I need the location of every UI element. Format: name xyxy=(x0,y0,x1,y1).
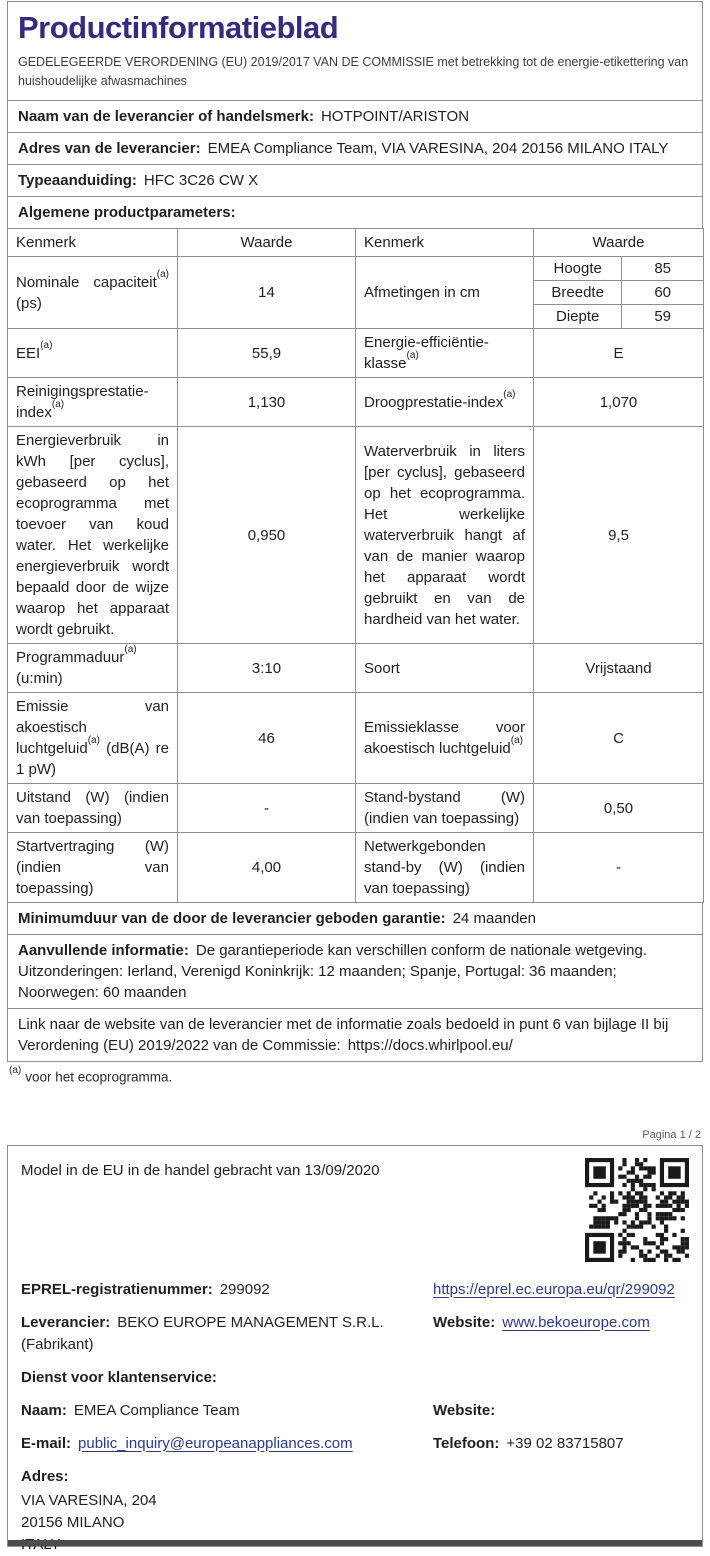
general-parameters-heading: Algemene productparameters: xyxy=(18,204,236,221)
supplier-website-link[interactable]: www.bekoeurope.com xyxy=(502,1313,650,1331)
service-website-label: Website: xyxy=(433,1401,496,1419)
supplier-value: BEKO EUROPE MANAGEMENT S.R.L. (Fabrikant) xyxy=(21,1313,384,1353)
row-eei xyxy=(8,329,704,378)
row-uitstand-standby xyxy=(8,784,704,833)
param-value: 3:10 xyxy=(178,644,356,693)
website-label: Website: xyxy=(433,1313,496,1331)
customer-service-heading: Dienst voor klantenservice: xyxy=(21,1368,217,1386)
param-label: Nominale capaciteit$^{(a)}$ (ps) xyxy=(8,257,178,329)
footnote-ecoprogramma xyxy=(9,1065,701,1085)
param-value: 46 xyxy=(178,693,356,784)
email-label: E-mail: xyxy=(21,1434,72,1452)
dimensions-subtable-cell xyxy=(534,257,704,329)
address-heading-row xyxy=(21,1466,689,1488)
model-market-date: Model in de EU in de handel gebracht van 13/09/2020 xyxy=(21,1161,380,1179)
address-line-1: VIA VARESINA, 204 xyxy=(21,1491,157,1509)
header-waarde-left: Waarde xyxy=(178,229,356,257)
qr-code-icon xyxy=(585,1158,689,1262)
table-header-row xyxy=(8,229,704,257)
param-label: Emissie van akoestisch luchtgeluid$^{(a)}$ (dB(A) re 1 pW) xyxy=(8,693,178,784)
param-value: E xyxy=(534,329,704,378)
dimension-value: 85 xyxy=(654,260,672,277)
param-value: 1,130 xyxy=(178,378,356,427)
param-value: 0,950 xyxy=(178,427,356,644)
phone-value: +39 02 83715807 xyxy=(506,1434,624,1452)
dimension-label: Hoogte xyxy=(534,257,622,281)
param-label: Stand-bystand (W) (indien van toepassing) xyxy=(356,784,534,833)
guarantee-value: 24 maanden xyxy=(452,910,536,927)
eprel-number-value: 299092 xyxy=(219,1280,270,1298)
row-reinigingsprestatie xyxy=(8,378,704,427)
page-indicator: Pagina 1 / 2 xyxy=(642,1128,701,1141)
address-label: Adres: xyxy=(21,1467,69,1485)
model-identifier-row xyxy=(7,164,703,197)
product-fiche-document xyxy=(7,1,703,1062)
param-value: Vrijstaand xyxy=(534,644,704,693)
additional-info-label: Aanvullende informatie: xyxy=(18,942,189,959)
page-title: Productinformatieblad xyxy=(18,10,339,45)
supplier-name-value: HOTPOINT/ARISTON xyxy=(320,108,470,125)
param-value: 4,00 xyxy=(178,833,356,903)
model-identifier-label: Typeaanduiding: xyxy=(18,172,137,189)
eprel-number-label: EPREL-registratienummer: xyxy=(21,1280,213,1298)
address-line-2: 20156 MILANO xyxy=(21,1513,125,1531)
eprel-row xyxy=(21,1279,689,1301)
page-bottom-divider xyxy=(8,1540,702,1546)
supplier-link-url: https://docs.whirlpool.eu/ xyxy=(347,1037,513,1054)
param-value: 0,50 xyxy=(534,784,704,833)
header-waarde-right: Waarde xyxy=(534,229,704,257)
header-kenmerk-left: Kenmerk xyxy=(8,229,178,257)
param-value: - xyxy=(534,833,704,903)
eprel-info-box xyxy=(7,1145,703,1547)
service-name-row xyxy=(21,1400,689,1422)
general-parameters-heading-row xyxy=(7,196,703,229)
param-label: Afmetingen in cm xyxy=(356,257,534,329)
additional-info-row xyxy=(7,934,703,1009)
param-label: Programmaduur$^{(a)}$ (u:min) xyxy=(8,644,178,693)
supplier-label: Leverancier: xyxy=(21,1313,111,1331)
dimension-label: Diepte xyxy=(534,305,622,329)
supplier-address-label: Adres van de leverancier: xyxy=(18,140,201,157)
row-startvertraging-netwerk xyxy=(8,833,704,903)
param-label: Waterverbruik in liters [per cyclus], gebaseerd op het ecoprogramma. Het werkelijke waterverbruik hangt af van de manier waarop het apparaat wordt gebruikt en van de hardheid van het water. xyxy=(356,427,534,644)
title-block xyxy=(7,1,703,101)
param-label: Emissieklasse voor akoestisch luchtgeluid$^{(a)}$ xyxy=(356,693,534,784)
model-identifier-value: HFC 3C26 CW X xyxy=(143,172,259,189)
supplier-link-row xyxy=(7,1008,703,1062)
supplier-row xyxy=(21,1312,689,1356)
param-value: - xyxy=(178,784,356,833)
row-emissie-akoestisch xyxy=(8,693,704,784)
param-label: Startvertraging (W) (indien van toepassing) xyxy=(8,833,178,903)
supplier-address-row xyxy=(7,132,703,165)
product-fiche-page xyxy=(0,1,710,1531)
row-programmaduur-soort xyxy=(8,644,704,693)
param-value: 9,5 xyxy=(534,427,704,644)
dimension-value: 60 xyxy=(622,281,703,305)
eprel-qr-link[interactable]: https://eprel.ec.europa.eu/qr/299092 xyxy=(433,1280,675,1298)
param-value: 1,070 xyxy=(534,378,704,427)
supplier-link-label: Link naar de website van de leverancier met de informatie zoals bedoeld in punt 6 van bijlage II bij Verordening (EU) 2019/2022 van de Commissie: xyxy=(18,1016,669,1054)
supplier-name-row xyxy=(7,100,703,133)
param-label: Soort xyxy=(356,644,534,693)
footnote-text: voor het ecoprogramma. xyxy=(25,1069,173,1085)
param-label: Droogprestatie-index$^{(a)}$ xyxy=(356,378,534,427)
dimension-row xyxy=(534,305,703,329)
param-value: C xyxy=(534,693,704,784)
row-energie-waterverbruik xyxy=(8,427,704,644)
supplier-name-label: Naam van de leverancier of handelsmerk: xyxy=(18,108,314,125)
dimension-row xyxy=(534,281,703,305)
supplier-address-value: EMEA Compliance Team, VIA VARESINA, 204 20156 MILANO ITALY xyxy=(207,140,669,157)
dimensions-subtable xyxy=(534,257,703,328)
param-label: Energie-efficiëntie-klasse$^{(a)}$ xyxy=(356,329,534,378)
service-name-label: Naam: xyxy=(21,1401,67,1419)
email-phone-row xyxy=(21,1433,689,1455)
customer-service-heading-row xyxy=(21,1367,689,1389)
service-email-link[interactable]: public_inquiry@europeanappliances.com xyxy=(78,1434,353,1452)
dimension-value: 59 xyxy=(622,305,703,329)
param-label: Energieverbruik in kWh [per cyclus], gebaseerd op het ecoprogramma met toevoer van koud water. Het werkelijke energieverbruik wordt bepaald door de wijze waarop het apparaat wordt gebruikt. xyxy=(8,427,178,644)
guarantee-label: Minimumduur van de door de leverancier geboden garantie: xyxy=(18,910,446,927)
param-value: 55,9 xyxy=(178,329,356,378)
param-label: EEI$^{(a)}$ xyxy=(8,329,178,378)
regulation-subtitle: GEDELEGEERDE VERORDENING (EU) 2019/2017 VAN DE COMMISSIE met betrekking tot de energie-etikettering van huishoudelijke afwasmachines xyxy=(18,55,689,88)
param-label: Uitstand (W) (indien van toepassing) xyxy=(8,784,178,833)
guarantee-row xyxy=(7,902,703,935)
service-name-value: EMEA Compliance Team xyxy=(73,1401,240,1419)
param-value: 14 xyxy=(178,257,356,329)
param-label: Netwerkgebonden stand-by (W) (indien van toepassing) xyxy=(356,833,534,903)
additional-info-value: De garantieperiode kan verschillen conform de nationale wetgeving. Uitzonderingen: Ierland, Verenigd Koninkrijk: 12 maanden; Spanje, Portugal: 36 maanden; Noorwegen: 60 maanden xyxy=(18,942,647,1001)
dimension-label: Breedte xyxy=(534,281,622,305)
footnote-marker: (a) xyxy=(9,1065,22,1076)
row-nominale-capaciteit xyxy=(8,257,704,329)
model-qr-row xyxy=(21,1158,689,1262)
phone-label: Telefoon: xyxy=(433,1434,500,1452)
dimension-row xyxy=(534,257,703,281)
param-label: Reinigingsprestatie-index$^{(a)}$ xyxy=(8,378,178,427)
parameters-table xyxy=(7,228,704,903)
header-kenmerk-right: Kenmerk xyxy=(356,229,534,257)
